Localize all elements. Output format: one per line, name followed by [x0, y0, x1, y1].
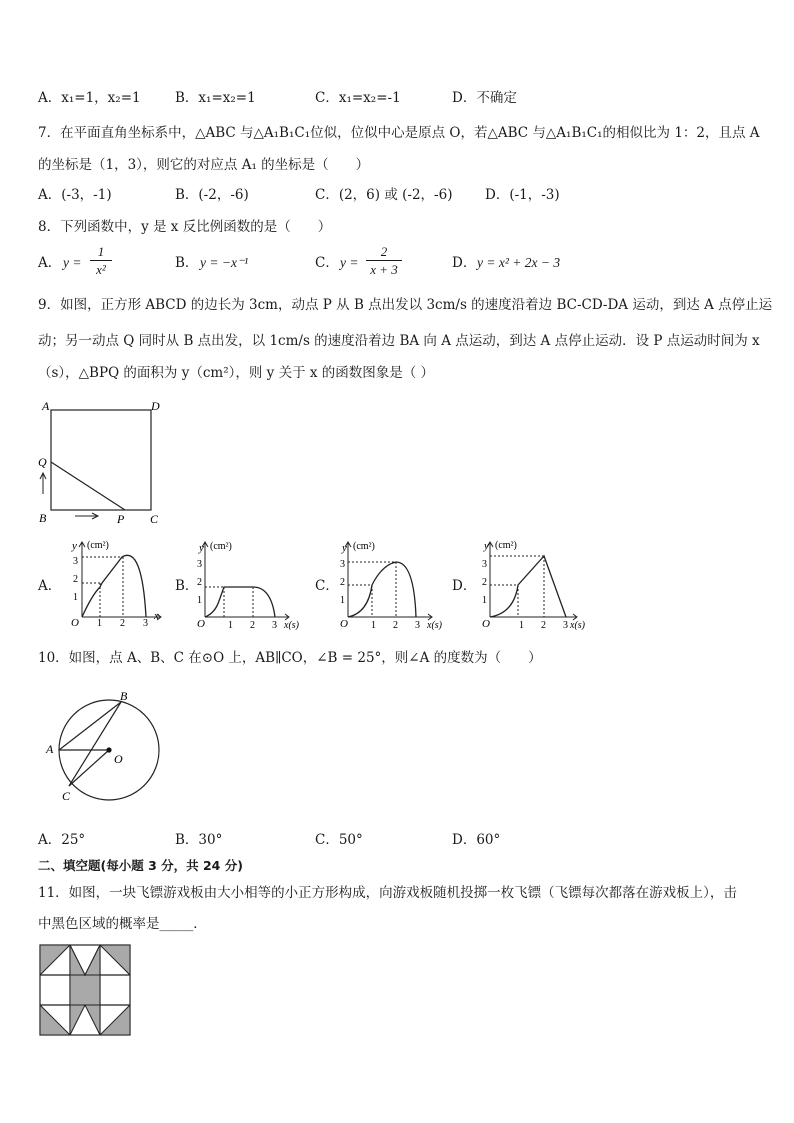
label-d: D [151, 399, 160, 413]
q10-option-c: C．50° [315, 832, 363, 848]
q9-graph-b-label: B． [175, 578, 199, 594]
shaded-triangle-tl [40, 945, 70, 975]
q8-stem: 8．下列函数中，y 是 x 反比例函数的是（ ） [38, 219, 332, 235]
q10-option-a: A．25° [38, 832, 86, 848]
fraction-bar [366, 260, 402, 261]
tick-x3: 3 [272, 620, 277, 630]
label-a: A [42, 399, 50, 413]
tick-y3: 3 [340, 559, 345, 570]
graph-a-unit: (cm²) [87, 540, 109, 551]
graph-d-unit: (cm²) [495, 540, 517, 551]
tick-y2: 2 [73, 574, 78, 585]
shaded-triangle-tr [100, 945, 130, 975]
label-o: O [114, 752, 123, 766]
label-b: B [120, 689, 128, 703]
tick-y2: 2 [482, 577, 487, 588]
segment-co [69, 750, 109, 786]
graph-d-curve [490, 556, 566, 617]
tick-x1: 1 [228, 620, 233, 630]
graph-c-y: y [342, 542, 347, 554]
tick-y3: 3 [482, 559, 487, 570]
tick-x2: 2 [120, 618, 125, 629]
label-q: Q [38, 455, 47, 469]
q9-stem-line2: 动；另一动点 Q 同时从 B 点出发，以 1cm/s 的速度沿着边 BA 向 A 点运动，到达 A 点停止运动．设 P 点运动时间为 x [38, 333, 760, 349]
tick-x2: 2 [250, 620, 255, 630]
graph-a-x: x [154, 610, 159, 622]
q6-option-a: A．x₁=1，x₂=1 [38, 90, 141, 106]
graph-d-x: x(s) [570, 620, 585, 630]
q9-graph-a [62, 535, 172, 630]
tick-y1: 1 [73, 592, 78, 603]
label-b: B [39, 511, 47, 525]
graph-c-origin: O [340, 618, 348, 630]
q11-stem-line2: 中黑色区域的概率是_____． [38, 916, 207, 932]
section-heading: 二、填空题(每小题 3 分，共 24 分) [38, 858, 243, 873]
q8-option-a-fraction [90, 244, 112, 277]
q9-stem-line3: （s），△BPQ 的面积为 y（cm²），则 y 关于 x 的函数图象是（ ） [38, 365, 435, 381]
tick-y2: 2 [197, 577, 202, 588]
tick-y3: 3 [73, 556, 78, 567]
q8-option-d-expr: y = x² + 2x − 3 [477, 255, 561, 270]
graph-b-curve [205, 587, 275, 617]
label-c: C [150, 512, 159, 526]
label-p: P [117, 512, 125, 526]
graph-d-origin: O [482, 618, 490, 630]
tick-x1: 1 [371, 620, 376, 630]
q6-option-c: C．x₁=x₂=-1 [315, 90, 401, 106]
tick-x2: 2 [541, 620, 546, 630]
q7-option-c: C．(2，6) 或 (-2，-6) [315, 187, 453, 203]
graph-a-y: y [72, 540, 77, 552]
q8-option-b-label: B． [175, 255, 199, 271]
q8-option-a-label: A． [38, 255, 62, 271]
graph-c-unit: (cm²) [353, 541, 375, 552]
segment-bc [69, 702, 121, 786]
shaded-top-middle [70, 945, 100, 975]
q7-stem-line2: 的坐标是（1，3），则它的对应点 A₁ 的坐标是（ ） [38, 157, 370, 173]
q8-c-denominator: x + 3 [370, 262, 398, 277]
q8-c-numerator: 2 [380, 244, 388, 259]
q8-option-a-lhs: y = [63, 255, 82, 270]
q9-graph-d-label: D． [452, 578, 477, 594]
tick-x3: 3 [143, 618, 148, 629]
q7-stem-line1: 7．在平面直角坐标系中，△ABC 与△A₁B₁C₁位似，位似中心是原点 O，若△ABC 与△A₁B₁C₁的相似比为 1：2，且点 A [38, 125, 760, 141]
graph-a-origin: O [71, 617, 79, 629]
graph-b-unit: (cm²) [210, 541, 232, 552]
q10-option-d: D．60° [452, 832, 501, 848]
tick-y1: 1 [482, 595, 487, 606]
q8-option-c-fraction [366, 244, 402, 277]
q6-option-b: B．x₁=x₂=1 [175, 90, 256, 106]
q9-square-figure [35, 396, 170, 528]
q8-option-b-expr: y = −x⁻¹ [200, 255, 249, 270]
label-c: C [62, 789, 71, 803]
tick-y2: 2 [340, 577, 345, 588]
graph-a-curve [82, 555, 146, 617]
q9-graph-d [478, 535, 598, 630]
q11-stem-line1: 11．如图，一块飞镖游戏板由大小相等的小正方形构成，向游戏板随机投掷一枚飞镖（飞镖每次都落在游戏板上），击 [38, 885, 737, 901]
q7-option-d: D．(-1，-3) [485, 187, 560, 203]
q9-graph-a-label: A． [38, 578, 62, 594]
tick-y1: 1 [340, 595, 345, 606]
fraction-bar [90, 260, 112, 261]
q8-option-d-label: D． [452, 255, 477, 271]
tick-y1: 1 [197, 595, 202, 606]
shaded-bottom-middle [70, 1005, 100, 1035]
q6-option-d: D．不确定 [452, 90, 517, 106]
q9-graph-c [336, 535, 451, 630]
tick-x1: 1 [519, 620, 524, 630]
q9-graph-b [193, 535, 308, 630]
segment-ab [59, 702, 121, 750]
label-a: A [46, 742, 54, 756]
q8-a-numerator: 1 [97, 244, 105, 259]
q8-option-c-lhs: y = [340, 255, 359, 270]
shaded-triangle-br [100, 1005, 130, 1035]
graph-c-x: x(s) [427, 620, 442, 630]
tick-x3: 3 [415, 620, 420, 630]
q10-option-b: B．30° [175, 832, 223, 848]
q7-option-a: A．(-3，-1) [38, 187, 112, 203]
tick-x1: 1 [97, 618, 102, 629]
graph-d-y: y [484, 540, 489, 552]
q10-stem: 10．如图，点 A、B、C 在⊙O 上，AB∥CO，∠B = 25°，则∠A 的度数为（ ） [38, 650, 542, 666]
center-shaded-square [70, 975, 100, 1005]
segment-qp [51, 462, 125, 510]
center-point [106, 747, 111, 752]
q9-graph-c-label: C． [315, 578, 339, 594]
q10-circle-figure [38, 688, 168, 808]
tick-y3: 3 [197, 559, 202, 570]
tick-x2: 2 [393, 620, 398, 630]
q7-option-b: B．(-2，-6) [175, 187, 249, 203]
q8-option-c-label: C． [315, 255, 339, 271]
tick-x3: 3 [563, 620, 568, 630]
graph-b-origin: O [197, 618, 205, 630]
graph-c-curve [348, 562, 416, 617]
graph-b-y: y [199, 542, 204, 554]
q9-stem-line1: 9．如图，正方形 ABCD 的边长为 3cm，动点 P 从 B 点出发以 3cm/s 的速度沿着边 BC-CD-DA 运动，到达 A 点停止运 [38, 297, 773, 313]
graph-b-x: x(s) [284, 620, 299, 630]
q8-a-denominator: x² [96, 262, 106, 277]
shaded-triangle-bl [40, 1005, 70, 1035]
q11-dartboard [39, 944, 131, 1036]
